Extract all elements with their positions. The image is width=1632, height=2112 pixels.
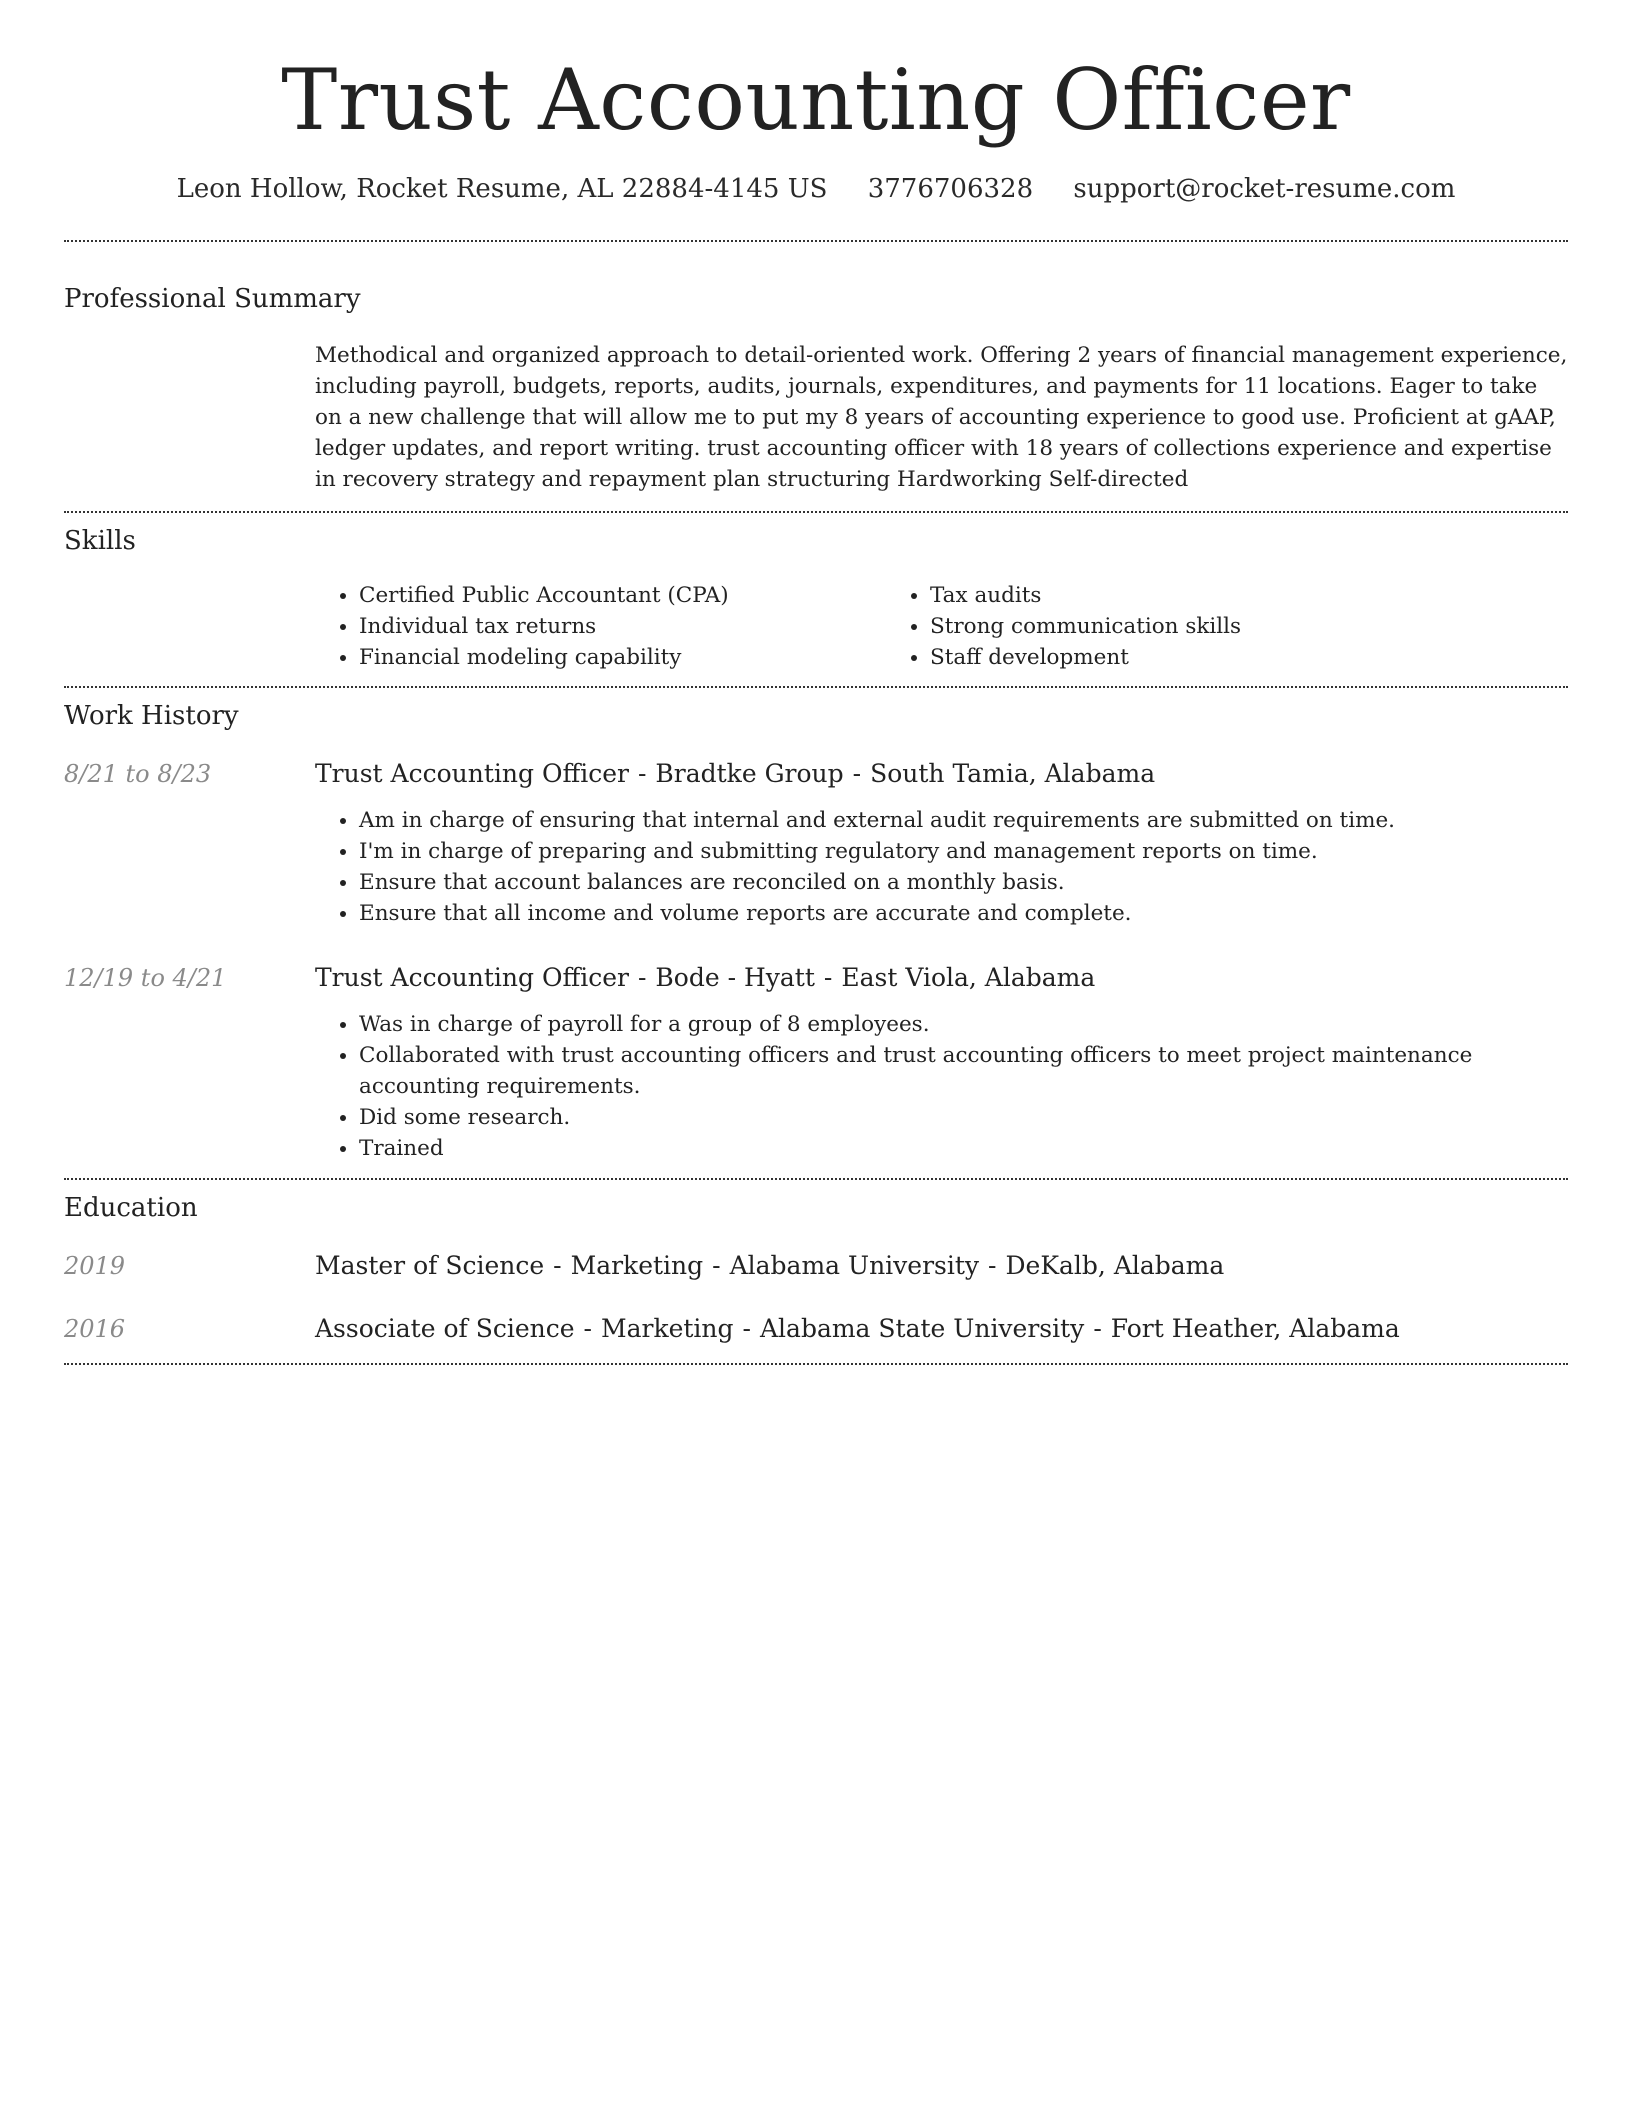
skill-item: • Individual tax returns (359, 611, 886, 642)
job-bullet: • Collaborated with trust accounting officers and trust accounting officers to meet project maintenance accounting requirements. (359, 1040, 1568, 1102)
skill-item: • Strong communication skills (930, 611, 1486, 642)
skills-section (64, 526, 1568, 673)
section-title-education: Education (64, 1193, 198, 1223)
job-bullet: • Trained (359, 1133, 1568, 1164)
education-heading (315, 1251, 1224, 1280)
job-entry (64, 759, 1568, 788)
job-bullet: • Ensure that account balances are reconciled on a monthly basis. (359, 867, 1568, 898)
summary-text: Methodical and organized approach to detail-oriented work. Offering 2 years of financial management experience, including payroll, budgets, reports, audits, journals, expenditures, and payments for 11 locations. Eager to take on a new challenge that will allow me to put my 8 years of accounting experience to good use. Proficient at gAAP, ledger updates, and report writing. trust accounting officer with 18 years of collections experience and expertise in recovery strategy and repayment plan structuring Hardworking Self-directed (315, 343, 1568, 492)
education-field: Marketing (600, 1314, 734, 1343)
separator: - (823, 963, 833, 992)
separator: - (852, 759, 862, 788)
education-year: 2019 (64, 1252, 126, 1280)
divider (64, 1178, 1568, 1180)
job-bullet: • Did some research. (359, 1102, 1568, 1133)
education-entry (64, 1251, 1568, 1280)
job-heading (315, 759, 1155, 788)
contact-address: Leon Hollow, Rocket Resume, AL 22884-4145 US (176, 174, 828, 204)
job-location: East Viola, Alabama (841, 963, 1096, 992)
contact-phone: 3776706328 (867, 174, 1034, 204)
job-bullet: • Ensure that all income and volume reports are accurate and complete. (359, 898, 1568, 929)
job-dates: 8/21 to 8/23 (64, 760, 212, 788)
education-school: Alabama University (729, 1251, 980, 1280)
divider (64, 1363, 1568, 1365)
job-location: South Tamia, Alabama (870, 759, 1156, 788)
education-school: Alabama State University (759, 1314, 1085, 1343)
divider (64, 686, 1568, 688)
skills-list-right (886, 580, 1486, 673)
page-title: Trust Accounting Officer (281, 51, 1351, 149)
skill-item: • Certified Public Accountant (CPA) (359, 580, 886, 611)
skill-item: • Financial modeling capability (359, 642, 886, 673)
education-location: DeKalb, Alabama (1005, 1251, 1225, 1280)
job-entry (64, 963, 1568, 992)
education-heading (315, 1314, 1400, 1343)
separator: - (637, 963, 647, 992)
job-heading (315, 963, 1095, 992)
skill-item: • Tax audits (930, 580, 1486, 611)
job-bullets (315, 1009, 1568, 1164)
education-year: 2016 (64, 1315, 126, 1343)
education-degree: Associate of Science (315, 1314, 575, 1343)
skills-grid (315, 580, 1568, 673)
contact-email: support@rocket-resume.com (1073, 174, 1456, 204)
job-role: Trust Accounting Officer (315, 759, 629, 788)
education-section (64, 1193, 1568, 1343)
job-bullet: • Was in charge of payroll for a group of 8 employees. (359, 1009, 1568, 1040)
education-entry (64, 1314, 1568, 1343)
job-bullet: • Am in charge of ensuring that internal and external audit requirements are submitted on time. (359, 805, 1568, 836)
contact-line (64, 174, 1568, 204)
education-degree: Master of Science (315, 1251, 545, 1280)
section-title-skills: Skills (64, 526, 136, 556)
section-title-summary: Professional Summary (64, 284, 361, 314)
separator: - (1093, 1314, 1102, 1343)
work-section (64, 701, 1568, 1164)
divider (64, 240, 1568, 242)
summary-section (64, 284, 1568, 495)
separator: - (553, 1251, 562, 1280)
separator: - (712, 1251, 721, 1280)
skill-item: • Staff development (930, 642, 1486, 673)
separator: - (742, 1314, 751, 1343)
education-field: Marketing (570, 1251, 704, 1280)
skills-list-left (315, 580, 886, 673)
job-bullet: • I'm in charge of preparing and submitting regulatory and management reports on time. (359, 836, 1568, 867)
job-dates: 12/19 to 4/21 (64, 964, 227, 992)
education-location: Fort Heather, Alabama (1110, 1314, 1400, 1343)
job-role: Trust Accounting Officer (315, 963, 629, 992)
divider (64, 511, 1568, 513)
separator: - (583, 1314, 592, 1343)
separator: - (637, 759, 647, 788)
job-bullets (315, 805, 1568, 929)
section-title-work: Work History (64, 701, 239, 731)
separator: - (988, 1251, 997, 1280)
job-company: Bode - Hyatt (655, 963, 815, 992)
job-company: Bradtke Group (655, 759, 844, 788)
